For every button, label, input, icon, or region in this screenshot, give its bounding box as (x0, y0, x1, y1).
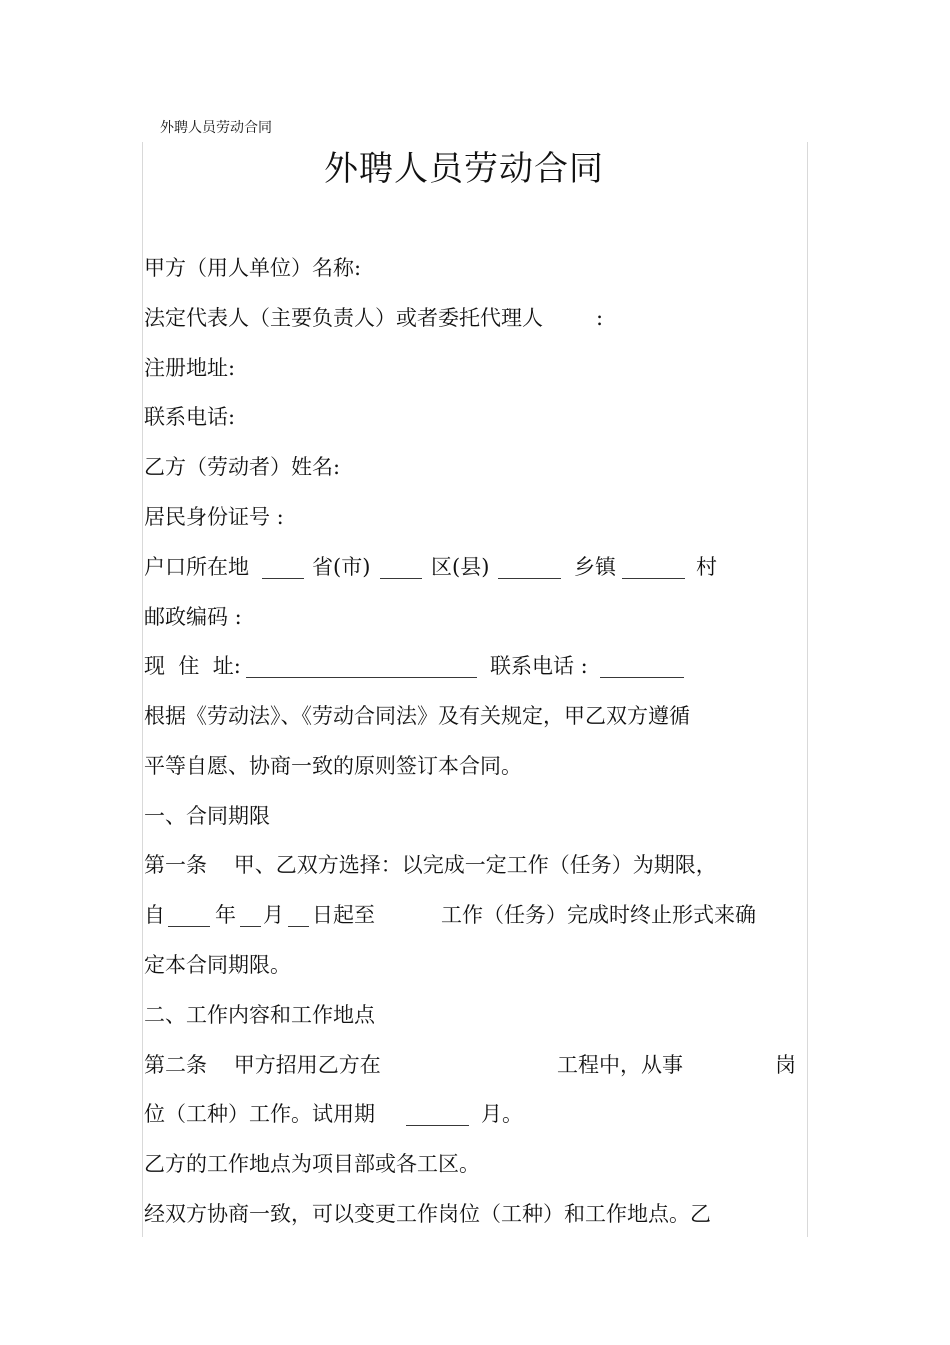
article-2-line-2-start: 位（工种）工作。试用期 (144, 1102, 375, 1126)
hukou-blank-district: ____ (380, 555, 422, 579)
current-address-blank: ______________________ (246, 654, 477, 678)
hukou-blank-township: ______ (498, 555, 561, 579)
hukou-township: 乡镇 (574, 555, 616, 579)
party-a-name-label: 甲方（用人单位）名称: (144, 256, 362, 280)
change-clause: 经双方协商一致，可以变更工作岗位（工种）和工作地点。乙 (144, 1202, 711, 1226)
blank-month: __ (240, 903, 261, 927)
hukou-blank-province: ____ (262, 555, 304, 579)
preamble-line-1: 根据《劳动法》、《劳动合同法》及有关规定，甲乙双方遵循 (144, 704, 690, 728)
current-phone-label: 联系电话 : (490, 654, 588, 678)
hukou-line (144, 552, 744, 582)
article-2-end: 岗 (775, 1053, 796, 1077)
blank-day: __ (288, 903, 309, 927)
representative-colon: : (596, 306, 604, 330)
blank-year: ____ (168, 903, 210, 927)
article-2-line-1 (144, 1050, 800, 1080)
article-1-line-3: 定本合同期限。 (144, 953, 291, 977)
year-label: 年 (215, 903, 236, 927)
postcode-label: 邮政编码 : (144, 605, 242, 629)
current-phone-blank: ________ (600, 654, 684, 678)
probation-blank: ______ (406, 1102, 469, 1126)
article-2-middle: 工程中，从事 (557, 1053, 683, 1077)
section-2-heading: 二、工作内容和工作地点 (144, 1003, 375, 1027)
party-a-phone-label: 联系电话: (144, 405, 236, 429)
article-2-start: 第二条 甲方招用乙方在 (144, 1053, 381, 1077)
hukou-village: 村 (696, 555, 717, 579)
article-2-line-2 (144, 1099, 564, 1129)
party-a-representative-line (144, 303, 624, 333)
party-b-id-label: 居民身份证号 : (144, 505, 284, 529)
hukou-province: 省(市) (312, 555, 371, 579)
hukou-district: 区(县) (431, 555, 490, 579)
hukou-label: 户口所在地 (144, 555, 249, 579)
article-1-from: 自 (144, 903, 165, 927)
party-b-name-label: 乙方（劳动者）姓名: (144, 455, 341, 479)
section-1-heading: 一、合同期限 (144, 804, 270, 828)
representative-label: 法定代表人（主要负责人）或者委托代理人 (144, 306, 543, 330)
article-1-line-2-end: 工作（任务）完成时终止形式来确 (441, 903, 756, 927)
running-header: 外聘人员劳动合同 (160, 120, 272, 136)
month-label: 月 (263, 903, 284, 927)
hukou-blank-village: ______ (622, 555, 685, 579)
article-1-line-1: 第一条 甲、乙双方选择：以完成一定工作（任务）为期限， (144, 853, 717, 877)
workplace-clause: 乙方的工作地点为项目部或各工区。 (144, 1152, 480, 1176)
party-a-address-label: 注册地址: (144, 356, 236, 380)
current-address-line (144, 651, 724, 681)
probation-unit: 月。 (481, 1102, 523, 1126)
article-1-line-2 (144, 900, 784, 930)
document-title: 外聘人员劳动合同 (324, 149, 604, 189)
current-address-label: 现 住 址: (144, 654, 241, 678)
day-from-label: 日起至 (312, 903, 375, 927)
preamble-line-2: 平等自愿、协商一致的原则签订本合同。 (144, 754, 522, 778)
